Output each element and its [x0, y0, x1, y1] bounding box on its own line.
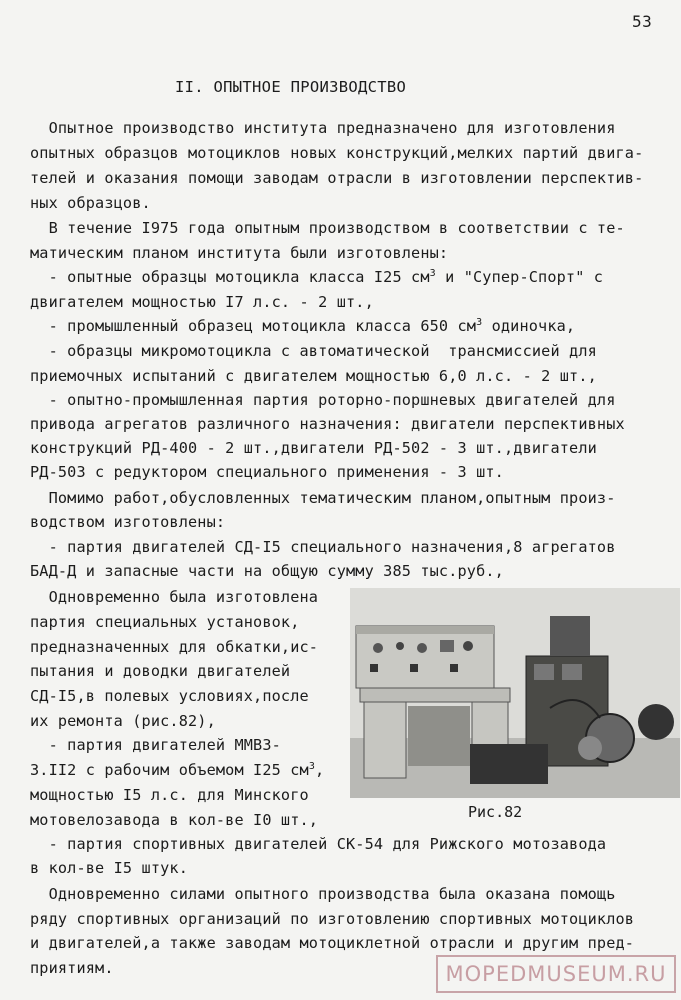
text-line: [30, 785, 309, 805]
text-line: [30, 760, 324, 780]
text-line-content: ряду спортивных организаций по изготовлению спортивных мотоциклов: [30, 910, 635, 928]
text-line: [30, 587, 318, 607]
text-line: [30, 512, 225, 532]
text-line-continuation: одиночка,: [482, 317, 576, 335]
text-line: [30, 637, 318, 657]
text-line: [30, 686, 309, 706]
text-line: [30, 612, 300, 632]
text-line: [30, 537, 616, 557]
text-line-content: мотовелозавода в кол-ве I0 шт.,: [30, 811, 319, 829]
text-line: [30, 735, 281, 755]
text-line: [30, 243, 448, 263]
text-line: [30, 267, 603, 287]
text-line-content: партия специальных установок,: [30, 613, 300, 631]
text-line-content: БАД-Д и запасные части на общую сумму 385 тыс.руб.,: [30, 562, 504, 580]
text-line-content: - образцы микромотоцикла с автоматической трансмиссией для: [30, 342, 597, 360]
text-line-content: РД-503 с редуктором специального применения - 3 шт.: [30, 463, 504, 481]
section-title: II. ОПЫТНОЕ ПРОИЗВОДСТВО: [175, 78, 407, 96]
text-line-content: в кол-ве I5 штук.: [30, 859, 188, 877]
text-line-content: Опытное производство института предназначено для изготовления: [30, 119, 616, 137]
text-line: [30, 462, 504, 482]
text-line: [30, 390, 616, 410]
text-line-content: Помимо работ,обусловленных тематическим планом,опытным произ-: [30, 489, 616, 507]
text-line-content: приятиям.: [30, 959, 114, 977]
text-line-content: предназначенных для обкатки,ис-: [30, 638, 319, 656]
watermark-stamp: [436, 955, 676, 993]
text-line-content: Одновременно была изготовлена: [30, 588, 319, 606]
text-line: [30, 316, 575, 336]
text-line: [30, 834, 606, 854]
figure-caption: Рис.82: [468, 803, 523, 821]
text-line: [30, 438, 597, 458]
text-line: [30, 193, 151, 213]
text-line-content: ных образцов.: [30, 194, 151, 212]
text-line: [30, 909, 634, 929]
text-line-content: - партия двигателей ММВЗ-: [30, 736, 281, 754]
superscript: 3: [308, 761, 315, 772]
text-line-content: СД-I5,в полевых условиях,после: [30, 687, 309, 705]
text-line-content: двигателем мощностью I7 л.с. - 2 шт.,: [30, 293, 374, 311]
text-line-content: водством изготовлены:: [30, 513, 226, 531]
text-line: [30, 958, 114, 978]
text-line-content: - опытно-промышленная партия роторно-поршневых двигателей для: [30, 391, 616, 409]
superscript: 3: [476, 317, 483, 328]
figure-photo: [350, 588, 680, 798]
text-line: [30, 366, 597, 386]
text-line: [30, 168, 643, 188]
text-line: [30, 341, 597, 361]
text-line: [30, 143, 643, 163]
test-bench-photo-icon: [350, 588, 680, 798]
text-line-continuation: и "Супер-Спорт" с: [435, 268, 604, 286]
text-line: [30, 118, 616, 138]
text-line-content: телей и оказания помощи заводам отрасли в изготовлении перспектив-: [30, 169, 644, 187]
text-line-content: конструкций РД-400 - 2 шт.,двигатели РД-502 - 3 шт.,двигатели: [30, 439, 597, 457]
text-line: [30, 218, 625, 238]
text-line-content: пытания и доводки двигателей: [30, 662, 291, 680]
text-line-content: мощностью I5 л.с. для Минского: [30, 786, 309, 804]
text-line-content: приемочных испытаний с двигателем мощностью 6,0 л.с. - 2 шт.,: [30, 367, 597, 385]
text-line: [30, 292, 374, 312]
text-line: [30, 488, 616, 508]
text-line-content: Одновременно силами опытного производства была оказана помощь: [30, 885, 616, 903]
text-line-content: их ремонта (рис.82),: [30, 712, 216, 730]
text-line-content: - опытные образцы мотоцикла класса I25 см: [30, 268, 430, 286]
text-line-content: В течение I975 года опытным производством в соответствии с те-: [30, 219, 625, 237]
superscript: 3: [429, 268, 436, 279]
text-line: [30, 933, 634, 953]
text-line: [30, 884, 616, 904]
text-line: [30, 711, 216, 731]
text-line-continuation: ,: [314, 761, 325, 779]
text-line: [30, 414, 625, 434]
text-line: [30, 661, 290, 681]
text-line: [30, 561, 504, 581]
text-line-content: - партия двигателей СД-I5 специального назначения,8 агрегатов: [30, 538, 616, 556]
text-line: [30, 810, 318, 830]
text-line-content: и двигателей,а также заводам мотоциклетной отрасли и другим пред-: [30, 934, 635, 952]
text-line-content: матическим планом института были изготовлены:: [30, 244, 449, 262]
page-number: 53: [632, 12, 653, 31]
text-line-content: - промышленный образец мотоцикла класса 650 см: [30, 317, 477, 335]
watermark-text: MOPEDMUSEUM.RU: [445, 962, 667, 986]
text-line-content: - партия спортивных двигателей СК-54 для Рижского мотозавода: [30, 835, 607, 853]
text-line-content: 3.II2 с рабочим объемом I25 см: [30, 761, 309, 779]
text-line: [30, 858, 188, 878]
text-line-content: привода агрегатов различного назначения: двигатели перспективных: [30, 415, 625, 433]
text-line-content: опытных образцов мотоциклов новых конструкций,мелких партий двига-: [30, 144, 644, 162]
